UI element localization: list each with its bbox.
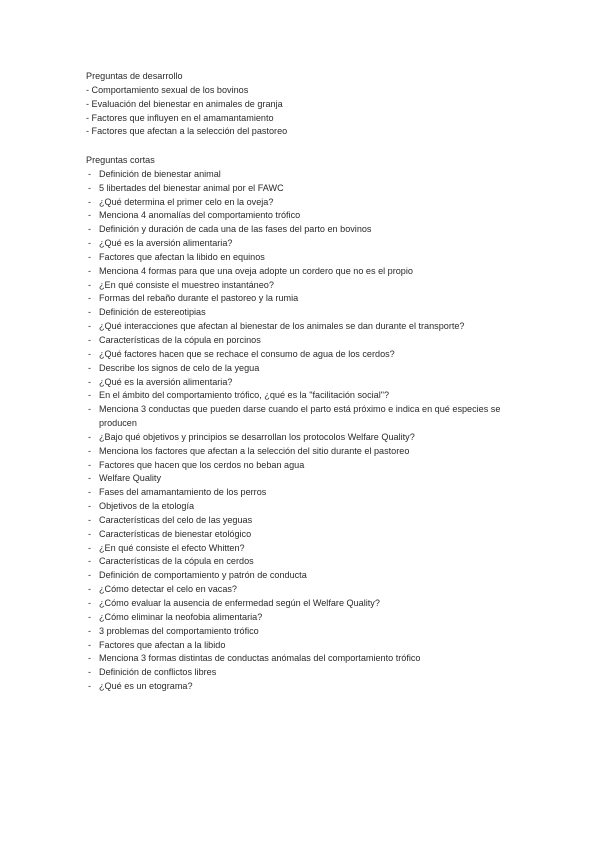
cortas-item <box>86 555 526 569</box>
cortas-item-text: ¿Qué interacciones que afectan al bienestar de los animales se dan durante el transporte? <box>99 321 465 332</box>
cortas-item <box>86 542 526 556</box>
cortas-item <box>86 528 526 542</box>
bullet-dash: - <box>88 501 92 512</box>
cortas-item <box>86 597 526 611</box>
bullet-dash: - <box>88 404 92 415</box>
cortas-item <box>86 652 526 666</box>
bullet-dash: - <box>88 459 92 470</box>
bullet-dash: - <box>88 334 92 345</box>
cortas-item-text: Menciona 4 formas para que una oveja adopte un cordero que no es el propio <box>99 265 413 276</box>
cortas-item <box>86 514 526 528</box>
cortas-item-text: ¿Cómo detectar el celo en vacas? <box>99 584 237 595</box>
bullet-dash: - <box>88 625 92 636</box>
bullet-dash: - <box>88 528 92 539</box>
cortas-item <box>86 431 526 445</box>
cortas-item-text: Definición de conflictos libres <box>99 667 217 678</box>
cortas-item <box>86 306 526 320</box>
desarrollo-list <box>86 84 526 139</box>
cortas-item-text: Welfare Quality <box>99 473 161 484</box>
cortas-item <box>86 680 526 694</box>
desarrollo-title: Preguntas de desarrollo <box>86 71 183 81</box>
bullet-dash: - <box>88 168 92 179</box>
bullet-dash: - <box>88 251 92 262</box>
bullet-dash: - <box>88 224 92 235</box>
cortas-item <box>86 334 526 348</box>
cortas-item-text: Definición y duración de cada una de las fases del parto en bovinos <box>99 224 372 235</box>
cortas-item <box>86 389 526 403</box>
cortas-item <box>86 500 526 514</box>
bullet-dash: - <box>88 445 92 456</box>
cortas-item <box>86 625 526 639</box>
cortas-item <box>86 376 526 390</box>
cortas-item-text: Factores que hacen que los cerdos no beban agua <box>99 459 305 470</box>
cortas-item <box>86 569 526 583</box>
bullet-dash: - <box>88 307 92 318</box>
cortas-item-text: Menciona 3 conductas que pueden darse cuando el parto está próximo e indica en qué especies se producen <box>99 404 501 429</box>
cortas-item <box>86 403 526 431</box>
bullet-dash: - <box>88 376 92 387</box>
bullet-dash: - <box>88 514 92 525</box>
cortas-item-text: 3 problemas del comportamiento trófico <box>99 625 259 636</box>
bullet-dash: - <box>88 570 92 581</box>
cortas-item-text: Definición de estereotipias <box>99 307 206 318</box>
cortas-title: Preguntas cortas <box>86 155 155 165</box>
bullet-dash: - <box>88 653 92 664</box>
cortas-item-text: Factores que afectan a la libido <box>99 639 226 650</box>
cortas-item-text: Características de bienestar etológico <box>99 528 252 539</box>
cortas-item-text: ¿Bajo qué objetivos y principios se desarrollan los protocolos Welfare Quality? <box>99 431 415 442</box>
bullet-dash: - <box>88 279 92 290</box>
cortas-item <box>86 168 526 182</box>
bullet-dash: - <box>88 681 92 692</box>
cortas-item <box>86 292 526 306</box>
desarrollo-item: - Factores que afectan a la selección del pastoreo <box>86 126 288 137</box>
cortas-item <box>86 583 526 597</box>
cortas-item-text: ¿Cómo eliminar la neofobia alimentaria? <box>99 611 263 622</box>
cortas-item-text: Definición de comportamiento y patrón de conducta <box>99 570 307 581</box>
bullet-dash: - <box>88 584 92 595</box>
bullet-dash: - <box>88 487 92 498</box>
bullet-dash: - <box>88 556 92 567</box>
cortas-item-text: ¿En qué consiste el muestreo instantáneo? <box>99 279 274 290</box>
cortas-item <box>86 472 526 486</box>
cortas-item-text: 5 libertades del bienestar animal por el FAWC <box>99 182 284 193</box>
cortas-item <box>86 639 526 653</box>
desarrollo-item: - Evaluación del bienestar en animales de granja <box>86 98 283 109</box>
cortas-item-text: ¿En qué consiste el efecto Whitten? <box>99 542 245 553</box>
cortas-item-text: Características de la cópula en porcinos <box>99 334 261 345</box>
cortas-item <box>86 459 526 473</box>
cortas-item-text: ¿Qué determina el primer celo en la oveja? <box>99 196 274 207</box>
bullet-dash: - <box>88 542 92 553</box>
cortas-item-text: Características de la cópula en cerdos <box>99 556 254 567</box>
cortas-item <box>86 279 526 293</box>
bullet-dash: - <box>88 362 92 373</box>
bullet-dash: - <box>88 639 92 650</box>
cortas-item-text: Formas del rebaño durante el pastoreo y la rumia <box>99 293 299 304</box>
cortas-item <box>86 320 526 334</box>
cortas-item-text: Definición de bienestar animal <box>99 168 221 179</box>
bullet-dash: - <box>88 431 92 442</box>
cortas-item <box>86 196 526 210</box>
bullet-dash: - <box>88 293 92 304</box>
cortas-item <box>86 223 526 237</box>
cortas-item <box>86 251 526 265</box>
desarrollo-section <box>86 70 526 139</box>
cortas-item-text: Describe los signos de celo de la yegua <box>99 362 260 373</box>
cortas-item <box>86 182 526 196</box>
cortas-item-text: En el ámbito del comportamiento trófico, ¿qué es la "facilitación social"? <box>99 390 390 401</box>
cortas-item <box>86 445 526 459</box>
cortas-item-text: Fases del amamantamiento de los perros <box>99 487 267 498</box>
cortas-item <box>86 348 526 362</box>
cortas-item-text: ¿Qué es la aversión alimentaria? <box>99 238 233 249</box>
bullet-dash: - <box>88 210 92 221</box>
bullet-dash: - <box>88 611 92 622</box>
cortas-list <box>86 168 526 694</box>
cortas-item-text: ¿Cómo evaluar la ausencia de enfermedad según el Welfare Quality? <box>99 598 380 608</box>
cortas-item <box>86 611 526 625</box>
bullet-dash: - <box>88 473 92 484</box>
bullet-dash: - <box>88 321 92 332</box>
bullet-dash: - <box>88 265 92 276</box>
desarrollo-item: - Comportamiento sexual de los bovinos <box>86 84 249 95</box>
cortas-section <box>86 154 526 694</box>
cortas-item-text: ¿Qué factores hacen que se rechace el consumo de agua de los cerdos? <box>99 348 395 359</box>
desarrollo-item: - Factores que influyen en el amamantamiento <box>86 112 274 123</box>
cortas-item <box>86 237 526 251</box>
cortas-item <box>86 209 526 223</box>
bullet-dash: - <box>88 348 92 359</box>
cortas-item-text: Factores que afectan la libido en equinos <box>99 251 265 262</box>
bullet-dash: - <box>88 390 92 401</box>
bullet-dash: - <box>88 238 92 249</box>
cortas-item-text: Menciona los factores que afectan a la selección del sitio durante el pastoreo <box>99 445 410 456</box>
cortas-item <box>86 362 526 376</box>
cortas-item-text: Menciona 4 anomalías del comportamiento trófico <box>99 210 301 221</box>
cortas-item <box>86 666 526 680</box>
cortas-item-text: Menciona 3 formas distintas de conductas anómalas del comportamiento trófico <box>99 653 421 664</box>
bullet-dash: - <box>88 196 92 207</box>
bullet-dash: - <box>88 182 92 193</box>
bullet-dash: - <box>88 598 92 608</box>
cortas-item-text: ¿Qué es la aversión alimentaria? <box>99 376 233 387</box>
cortas-item <box>86 486 526 500</box>
cortas-item-text: Objetivos de la etología <box>99 501 195 512</box>
cortas-item-text: Características del celo de las yeguas <box>99 514 253 525</box>
bullet-dash: - <box>88 667 92 678</box>
cortas-item <box>86 265 526 279</box>
cortas-item-text: ¿Qué es un etograma? <box>99 681 193 692</box>
